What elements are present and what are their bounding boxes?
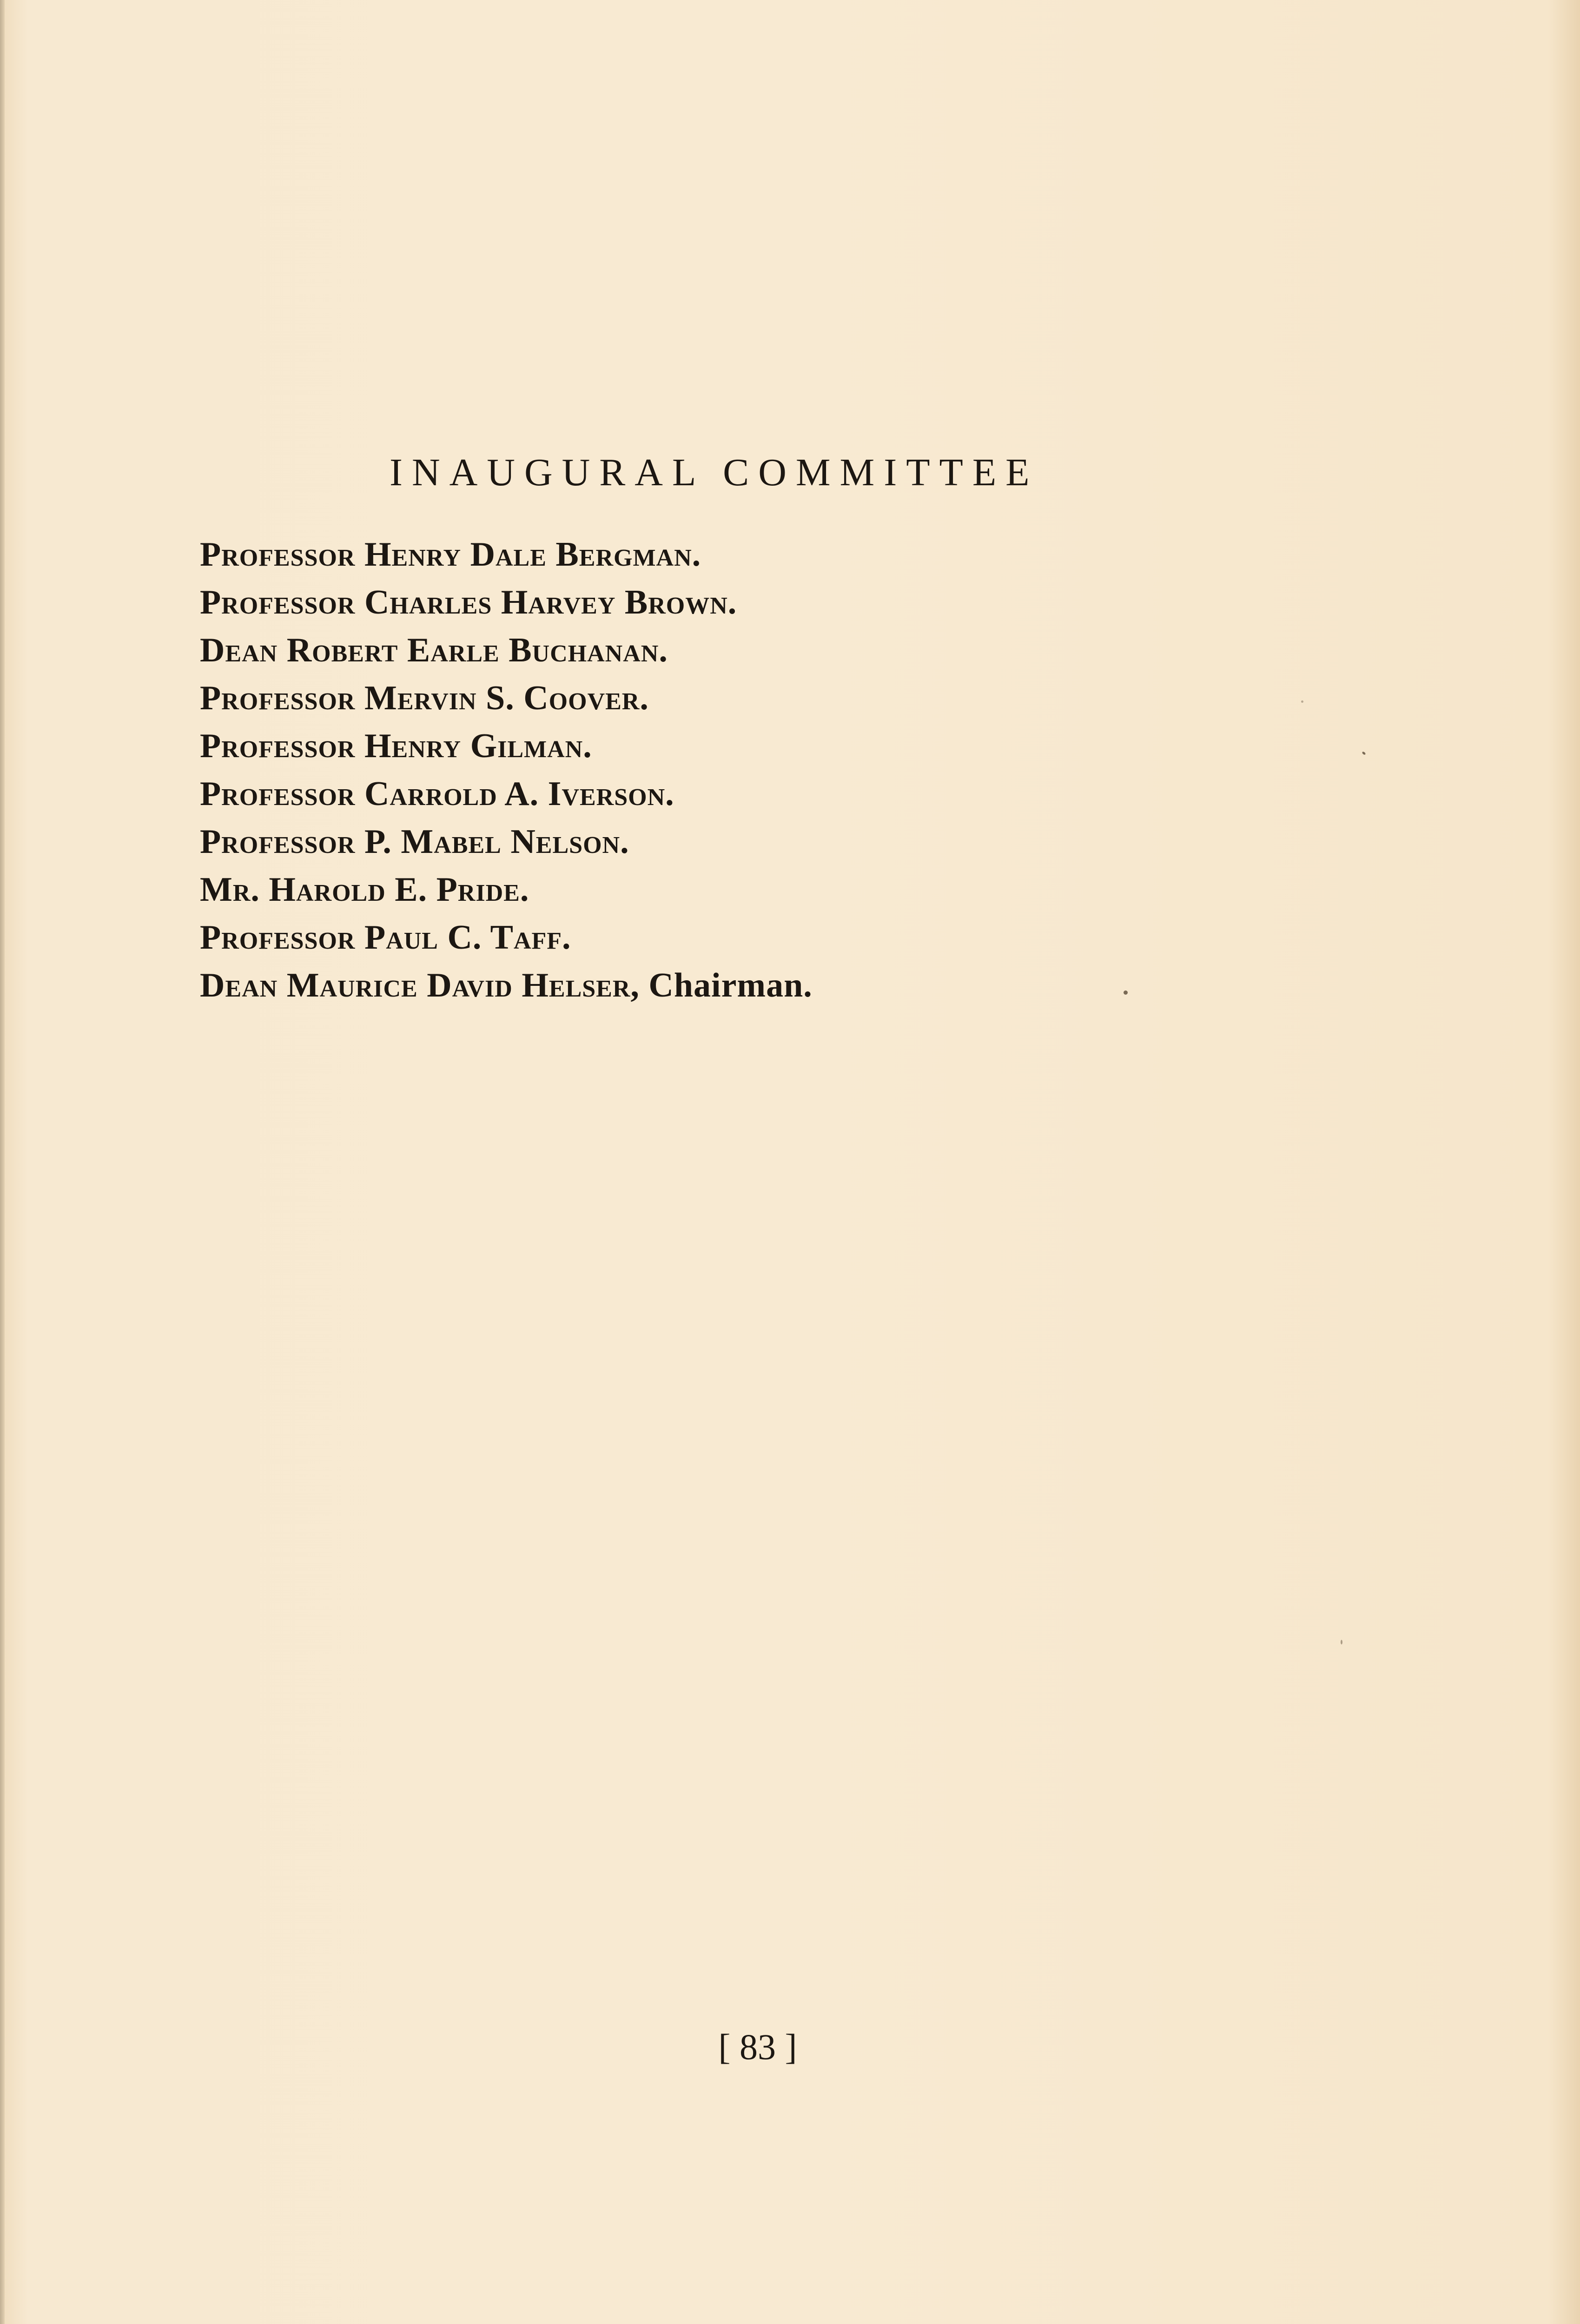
committee-member — [200, 627, 1408, 674]
paper-speck — [1301, 700, 1303, 703]
member-name: Dean Robert Earle Buchanan. — [200, 631, 668, 669]
member-name: Dean Maurice David Helser, — [200, 966, 640, 1004]
member-role: Chairman. — [639, 966, 813, 1004]
paper-speck — [1124, 990, 1128, 995]
member-name: Professor Paul C. Taff. — [200, 918, 571, 957]
committee-member — [200, 866, 1408, 914]
member-name: Professor P. Mabel Nelson. — [200, 823, 629, 861]
committee-member-list — [200, 531, 1408, 1010]
committee-member — [200, 818, 1408, 866]
page-number: [ 83 ] — [718, 2027, 797, 2067]
member-name: Professor Henry Gilman. — [200, 727, 592, 765]
committee-member-chairman — [200, 962, 1408, 1010]
committee-member — [200, 722, 1408, 770]
member-name: Professor Carrold A. Iverson. — [200, 775, 674, 813]
page-spine-edge — [0, 0, 5, 2324]
paper-speck — [1341, 1640, 1342, 1644]
committee-member — [200, 914, 1408, 962]
page-title: INAUGURAL COMMITTEE — [390, 451, 1039, 494]
committee-member — [200, 770, 1408, 818]
member-name: Professor Henry Dale Bergman. — [200, 535, 701, 574]
committee-member — [200, 674, 1408, 722]
member-name: Professor Mervin S. Coover. — [200, 679, 649, 717]
member-name: Mr. Harold E. Pride. — [200, 871, 529, 909]
committee-member — [200, 531, 1408, 579]
committee-member — [200, 579, 1408, 627]
member-name: Professor Charles Harvey Brown. — [200, 583, 737, 621]
